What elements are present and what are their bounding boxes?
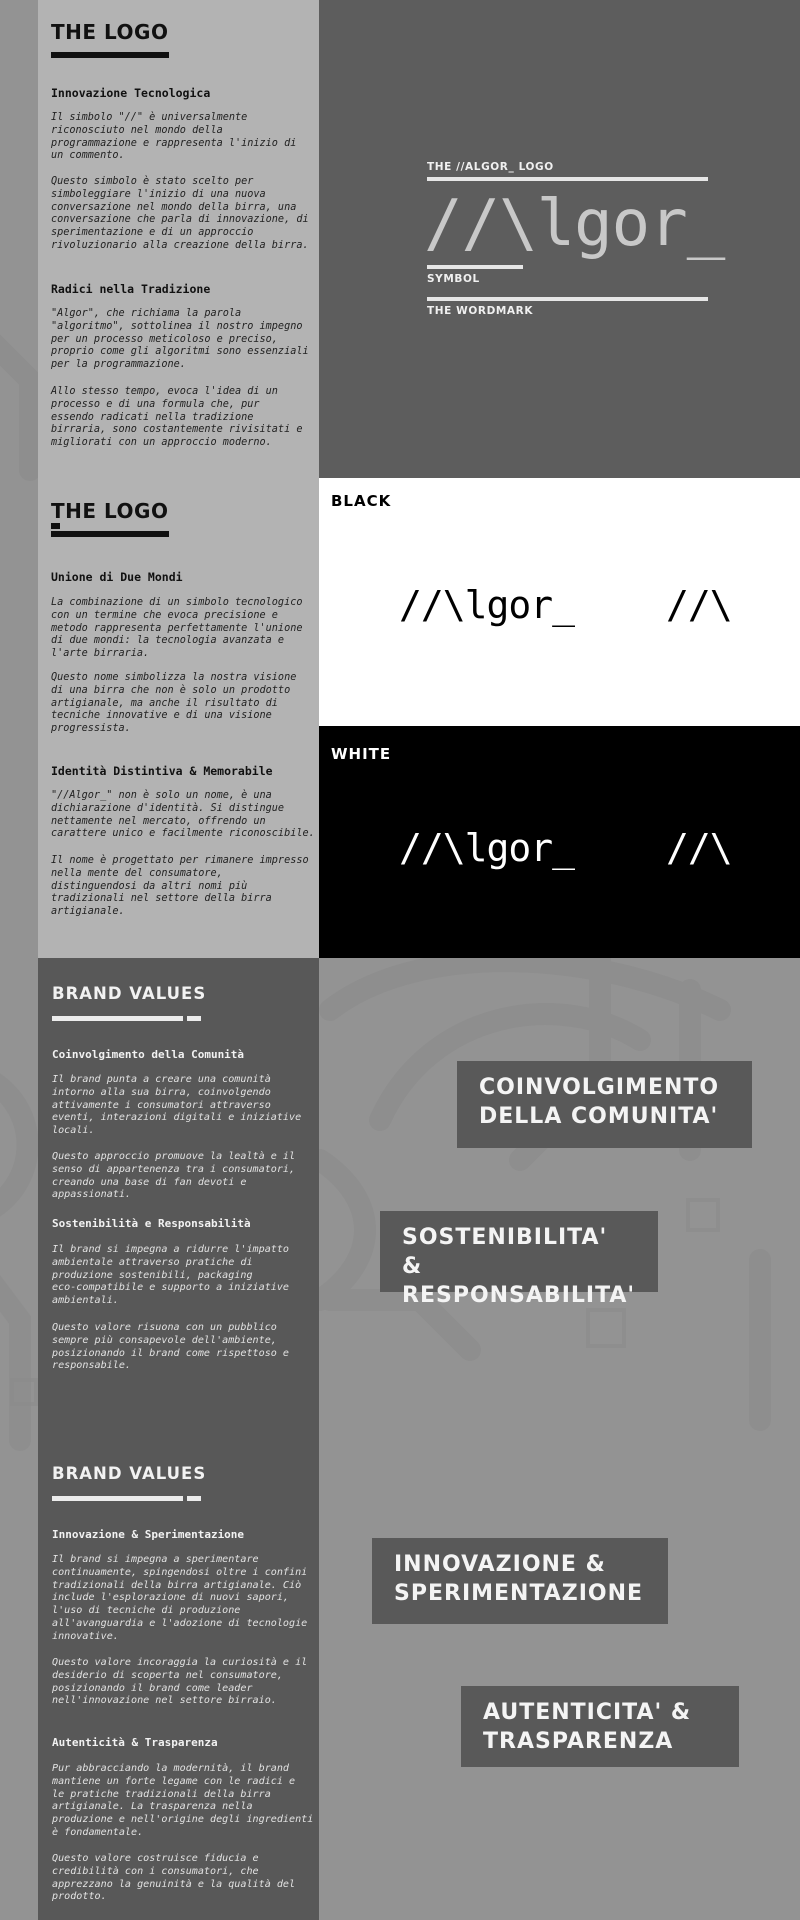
symbol-label: SYMBOL — [427, 273, 480, 285]
divider — [427, 265, 523, 269]
title-underline-accent — [51, 523, 60, 529]
divider — [427, 297, 708, 301]
paragraph: Allo stesso tempo, evoca l'idea di un processo e di una formula che, pur essendo radicati nella tradizione birraria, sono costantemente rivisitati e migliorati con un approccio moderno. — [51, 386, 303, 449]
paragraph: Questo approccio promuove la lealtà e il senso di appartenenza tra i consumatori, creando una base di fan devoti e appassionati. — [52, 1151, 296, 1201]
paragraph: Il nome è progettato per rimanere impresso nella mente del consumatore, distinguendosi da altri nomi più tradizionali nel settore della birra artigianale. — [51, 855, 309, 918]
section-title: THE LOGO — [51, 20, 169, 44]
symbol-white: //\ — [666, 826, 732, 870]
wordmark-white: //\lgor_ — [399, 826, 575, 870]
subheading: Innovazione & Sperimentazione — [52, 1528, 245, 1541]
title-underline — [52, 1496, 183, 1501]
title-underline-accent — [187, 1496, 201, 1501]
section-title: BRAND VALUES — [52, 1464, 207, 1483]
value-box-community: COINVOLGIMENTO DELLA COMUNITA' — [457, 1061, 752, 1148]
subheading: Radici nella Tradizione — [51, 282, 211, 296]
paragraph: Questo valore risuona con un pubblico sempre più consapevole dell'ambiente, posizionando il brand come rispettoso e responsabile. — [52, 1322, 290, 1372]
divider — [427, 177, 708, 181]
subheading: Sostenibilità e Responsabilità — [52, 1217, 251, 1230]
title-underline-accent — [187, 1016, 201, 1021]
value-box-innovation: INNOVAZIONE & SPERIMENTAZIONE — [372, 1538, 668, 1624]
variant-label: WHITE — [331, 745, 392, 763]
paragraph: Questo valore incoraggia la curiosità e il desiderio di scoperta nel consumatore, posizionando il brand come leader nell'innovazione nel settore birraio. — [52, 1657, 308, 1707]
logo-showcase-label: THE //ALGOR_ LOGO — [427, 161, 554, 173]
paragraph: Il brand si impegna a sperimentare continuamente, spingendosi oltre i confini tradizionali della birra artigianale. Ciò include l'esplorazione di nuovi sapori, l'uso di tecniche di produzione all'avanguardia e l'adozione di tecnologie innovative. — [52, 1554, 308, 1642]
variant-label: BLACK — [331, 492, 392, 510]
paragraph: Pur abbracciando la modernità, il brand mantiene un forte legame con le radici e le pratiche tradizionali della birra artigianale. La trasparenza nella produzione e nell'origine degli ingredienti è fondamentale. — [52, 1763, 314, 1838]
wordmark-large: //\lgor_ — [424, 187, 725, 261]
paragraph: La combinazione di un simbolo tecnologico con un termine che evoca precisione e metodo rappresenta perfettamente l'unione di due mondi: la tecnologia avanzata e l'arte birraria. — [51, 597, 303, 660]
paragraph: Il brand punta a creare una comunità intorno alla sua birra, coinvolgendo attivamente i consumatori attraverso eventi, interazioni digitali e iniziative locali. — [52, 1074, 302, 1137]
paragraph: Il brand si impegna a ridurre l'impatto ambientale attraverso pratiche di produzione sostenibili, packaging eco-compatibile e supporto a iniziative ambientali. — [52, 1244, 290, 1307]
subheading: Coinvolgimento della Comunità — [52, 1048, 245, 1061]
paragraph: Questo valore costruisce fiducia e credibilità con i consumatori, che apprezzano la genuinità e la qualità del prodotto. — [52, 1853, 296, 1903]
title-underline — [52, 1016, 183, 1021]
symbol-black: //\ — [666, 583, 732, 627]
paragraph: Questo nome simbolizza la nostra visione di una birra che non è solo un prodotto artigianale, ma anche il risultato di tecniche innovative e di una visione progressista. — [51, 672, 297, 735]
section-title: THE LOGO — [51, 499, 169, 523]
wordmark-black: //\lgor_ — [399, 583, 575, 627]
value-box-sustainability: SOSTENIBILITA' & RESPONSABILITA' — [380, 1211, 658, 1292]
title-underline — [51, 531, 169, 537]
paragraph: "Algor", che richiama la parola "algoritmo", sottolinea il nostro impegno per un processo meticoloso e preciso, proprio come gli algoritmi sono essenziali per la programmazione. — [51, 308, 309, 371]
value-box-authenticity: AUTENTICITA' & TRASPARENZA — [461, 1686, 739, 1767]
section-title: BRAND VALUES — [52, 984, 207, 1003]
title-underline — [51, 52, 169, 58]
subheading: Autenticità & Trasparenza — [52, 1736, 218, 1749]
subheading: Innovazione Tecnologica — [51, 86, 211, 100]
paragraph: "//Algor_" non è solo un nome, è una dichiarazione d'identità. Si distingue nettamente nel mercato, offrendo un carattere unico e facilmente riconoscibile. — [51, 790, 315, 840]
paragraph: Il simbolo "//" è universalmente riconosciuto nel mondo della programmazione e rappresenta l'inizio di un commento. — [51, 112, 297, 162]
subheading: Unione di Due Mondi — [51, 570, 183, 584]
paragraph: Questo simbolo è stato scelto per simboleggiare l'inizio di una nuova conversazione nel mondo della birra, una conversazione che parla di innovazione, di sperimentazione e di un approccio rivoluzionario alla creazione della birra. — [51, 176, 309, 251]
subheading: Identità Distintiva & Memorabile — [51, 764, 273, 778]
wordmark-label: THE WORDMARK — [427, 305, 534, 317]
